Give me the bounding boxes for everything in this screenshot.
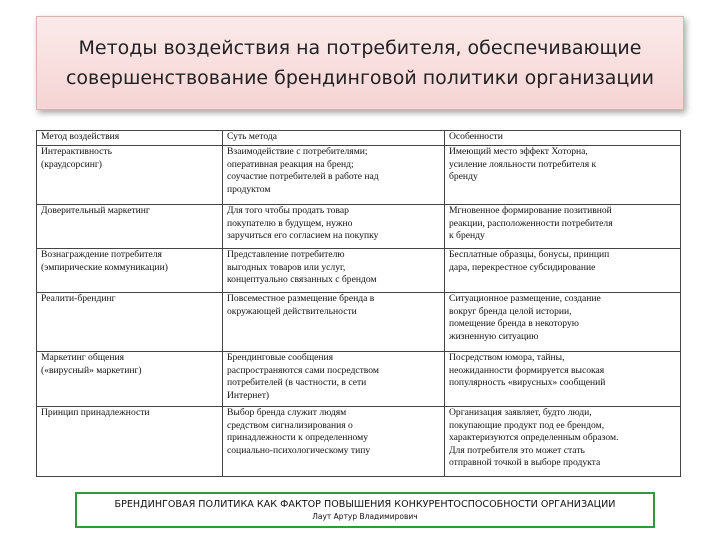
footer-title: БРЕНДИНГОВАЯ ПОЛИТИКА КАК ФАКТОР ПОВЫШЕНИЯ КОНКУРЕНТОСПОСОБНОСТИ ОРГАНИЗАЦИИ — [114, 499, 616, 510]
method-cell: Реалити-брендинг — [37, 293, 223, 352]
table-row — [37, 407, 681, 477]
method-cell: Доверительный маркетинг — [37, 205, 223, 249]
title-banner — [36, 16, 684, 110]
table-row — [37, 146, 681, 205]
footer-author: Лаут Артур Владимирович — [312, 512, 418, 521]
essence-cell: Представление потребителю выгодных товаров или услуг, концептуально связанных с брендом — [223, 249, 445, 293]
features-cell: Бесплатные образцы, бонусы, принцип дара, перекрестное субсидирование — [445, 249, 681, 293]
header-features: Особенности — [445, 131, 681, 146]
table-row — [37, 293, 681, 352]
features-cell: Мгновенное формирование позитивной реакции, расположенности потребителя к бренду — [445, 205, 681, 249]
features-cell: Имеющий место эффект Хоторна, усиление лояльности потребителя к бренду — [445, 146, 681, 205]
features-cell: Посредством юмора, тайны, неожиданности формируется высокая популярность «вирусных» сообщений — [445, 352, 681, 407]
table-header-row — [37, 131, 681, 146]
essence-cell: Для того чтобы продать товар покупателю в будущем, нужно заручиться его согласием на покупку — [223, 205, 445, 249]
methods-table — [36, 130, 681, 477]
table-row — [37, 249, 681, 293]
footer-banner — [75, 492, 655, 528]
essence-cell: Повсеместное размещение бренда в окружающей действительности — [223, 293, 445, 352]
features-cell: Организация заявляет, будто люди, покупающие продукт под ее брендом, характеризуются определенным образом. Для потребителя это может стать отправной точкой в выборе продукта — [445, 407, 681, 477]
table-row — [37, 352, 681, 407]
table-row — [37, 205, 681, 249]
features-cell: Ситуационное размещение, создание вокруг бренда целой истории, помещение бренда в некоторую жизненную ситуацию — [445, 293, 681, 352]
header-essence: Суть метода — [223, 131, 445, 146]
slide-title: Методы воздействия на потребителя, обеспечивающие совершенствование брендинговой политики организации — [65, 37, 655, 89]
header-method: Метод воздействия — [37, 131, 223, 146]
essence-cell: Взаимодействие с потребителями; оперативная реакция на бренд; соучастие потребителей в работе над продуктом — [223, 146, 445, 205]
method-cell: Интерактивность (краудсорсинг) — [37, 146, 223, 205]
method-cell: Принцип принадлежности — [37, 407, 223, 477]
essence-cell: Выбор бренда служит людям средством сигнализирования о принадлежности к определенному социально-психологическому типу — [223, 407, 445, 477]
method-cell: Маркетинг общения («вирусный» маркетинг) — [37, 352, 223, 407]
method-cell: Вознаграждение потребителя (эмпирические коммуникации) — [37, 249, 223, 293]
essence-cell: Брендинговые сообщения распространяются сами посредством потребителей (в частности, в сети Интернет) — [223, 352, 445, 407]
